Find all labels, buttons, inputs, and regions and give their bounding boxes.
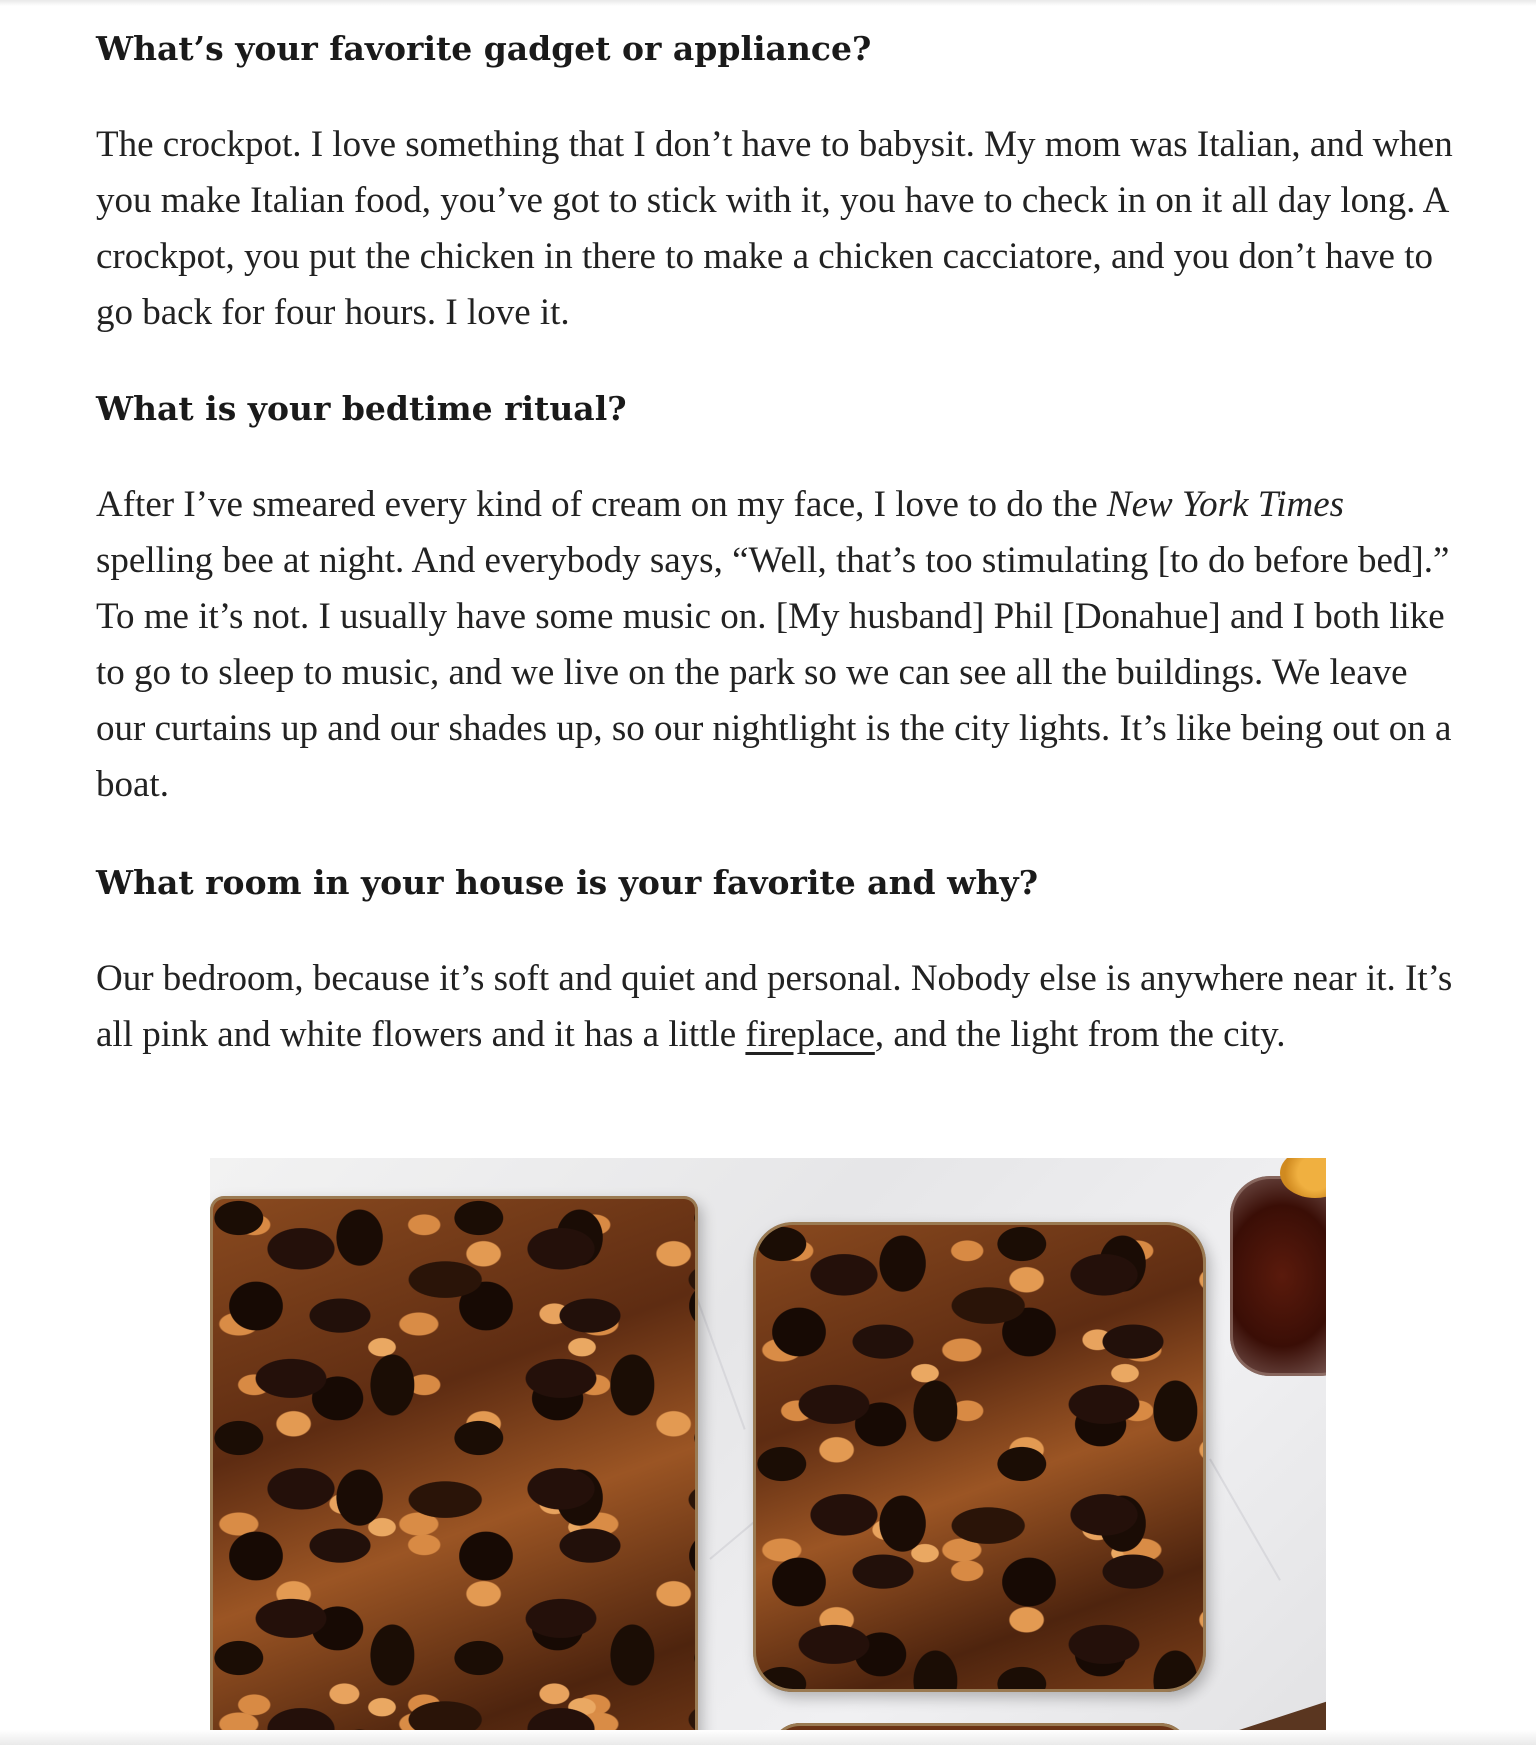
- answer-bedtime: [96, 477, 1456, 813]
- answer-room-text-2: , and the light from the city.: [874, 1014, 1286, 1055]
- answer-favorite-room: [96, 951, 1456, 1063]
- cocktail-glass: [1230, 1176, 1326, 1376]
- answer-room-text-1: Our bedroom, because it’s soft and quiet and personal. Nobody else is anywhere near it. It’s all pink and white flowers and it has a little: [96, 958, 1453, 1055]
- product-image-tortoiseshell-trays: [210, 1158, 1326, 1745]
- answer-gadget: The crockpot. I love something that I don’t have to babysit. My mom was Italian, and when you make Italian food, you’ve got to stick with it, you have to check in on it all day long. A crockpot, you put the chicken in there to make a chicken cacciatore, and you don’t have to go back for four hours. I love it.: [96, 124, 1453, 333]
- tortoiseshell-tray-square: [753, 1222, 1206, 1692]
- question-favorite-room: What room in your house is your favorite and why?: [96, 863, 1039, 902]
- answer-bedtime-text-2: spelling bee at night. And everybody says, “Well, that’s too stimulating [to do before bed].” To me it’s not. I usually have some music on. [My husband] Phil [Donahue] and I both like to go to sleep to music, and we live on the park so we can see all the buildings. We leave our curtains up and our shades up, so our nightlight is the city lights. It’s like being out on a boat.: [96, 540, 1452, 805]
- fireplace-link[interactable]: fireplace: [745, 1014, 875, 1055]
- question-gadget: What’s your favorite gadget or appliance?: [96, 29, 872, 68]
- tortoiseshell-tray-large: [210, 1196, 698, 1745]
- answer-bedtime-text-1: After I’ve smeared every kind of cream on my face, I love to do the: [96, 484, 1107, 525]
- question-bedtime: What is your bedtime ritual?: [96, 389, 627, 428]
- marble-vein: [1209, 1459, 1281, 1581]
- publication-name: New York Times: [1106, 484, 1345, 525]
- bottom-shadow: [0, 1730, 1536, 1745]
- top-shadow: [0, 0, 1536, 6]
